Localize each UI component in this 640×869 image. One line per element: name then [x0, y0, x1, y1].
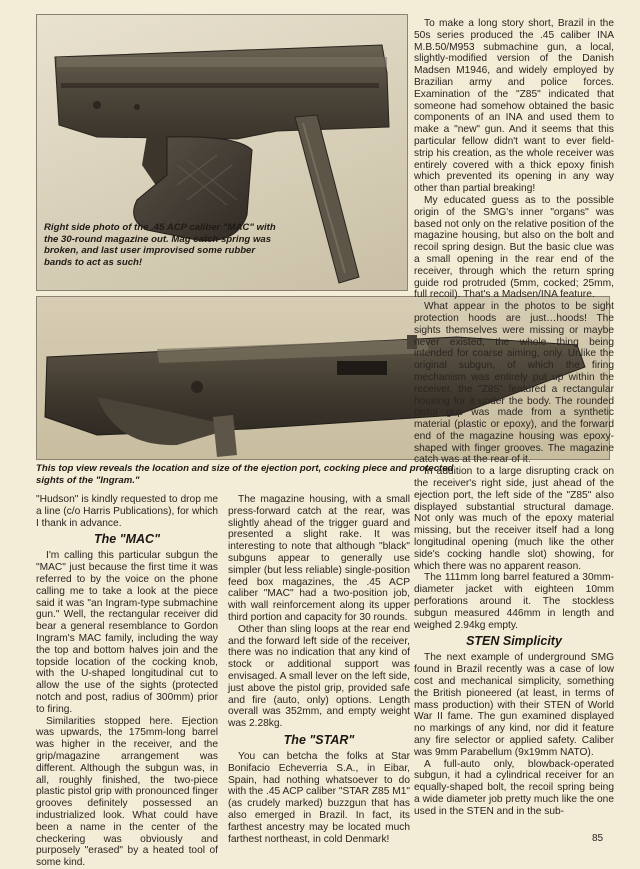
right-column [414, 18, 614, 818]
right-paragraph-4: In addition to a large disrupting crack on the receiver's right side, just ahead of the ejection port, the left side of the "Z85" also displayed substantial structural damage. Not only was much of the epoxy material missing, but the receiver itself had a long longitudinal opening (much like the other side's cocking handle slot) showing, for which there was no apparent reason. [414, 466, 614, 572]
left-paragraph-2: Similarities stopped here. Ejection was upwards, the 175mm-long barrel was higher in the receiver, and the grip/magazine arrangement was different. Although the subgun was, in all, roughly finished, the two-piece plastic pistol grip with pronounced finger grooves definitely possessed an industrialized look. What could have been a name in the center of the checkering was obviously and purposely "erased" by a heated tool of some kind. [36, 715, 218, 869]
middle-paragraph-2: Other than sling loops at the rear end and the forward left side of the receiver, there was no indication that any kind of stock or additional support was envisaged. A small lever on the left side, just above the pistol grip, provided safe and fire (auto, only) options. Length overall was 352mm, and empty weight was 2.28kg. [228, 623, 410, 730]
right-paragraph-1: To make a long story short, Brazil in the 50s series produced the .45 caliber INA M.B.50/M953 submachine gun, a local, slightly-modified version of the Danish Madsen M1946, and widely employed by Brazilian army and police forces. Examination of the "Z85" indicated that someone had somehow obtained the basic components of an INA and used them to make a "new" gun. And it seems that this particular fellow didn't want to ever field-strip his creation, as the whole receiver was entirely covered with a thick epoxy finish which prevented its opening in any way other than partial breaking! [414, 18, 614, 195]
heading-sten-simplicity: STEN Simplicity [466, 634, 562, 649]
right-paragraph-2: My educated guess as to the possible origin of the SMG's inner "organs" was based not only on the relative position of the magazine housing, but also on the bolt and recoil spring design. But the basic clue was a small opening in the rear end of the receiver, through which the return spring guide rod protruded (5mm, cocked; 25mm, full recoil). That's a Madsen/INA feature. [414, 194, 614, 301]
page-number: 85 [592, 833, 604, 844]
heading-the-mac: The "MAC" [93, 532, 160, 547]
right-paragraph-7: A full-auto only, blowback-operated subgun, it had a cylindrical receiver for an equally-shaped bolt, the recoil spring being a wide diameter job pretty much like the one used in the STEN and in the sub- [414, 758, 614, 817]
left-column [36, 494, 218, 869]
right-paragraph-5: The 111mm long barrel featured a 30mm-diameter jacket with eighteen 10mm perforations around it. The stockless subgun measured 446mm in length and weighed 2.94kg empty. [414, 572, 614, 631]
middle-column [228, 494, 410, 845]
right-paragraph-3: What appear in the photos to be sight protection hoods are just…hoods! The sights themselves were missing or maybe never existed, the whole thing being intended for coarse aiming, only. Unlike the original subgun, of which the firing mechanism was entirely put up within the receiver, the "Z85" featured a rectangular housing for it under the body. The rounded pistol grip was made from a synthetic material (plastic or epoxy), and the forward end of the magazine housing was epoxy-shaped with finger grooves. The magazine catch was at the rear of it. [414, 301, 614, 466]
left-intro: "Hudson" is kindly requested to drop me a line (c/o Harris Publications), for which I thank in advance. [36, 494, 218, 529]
left-paragraph-1: I'm calling this particular subgun the "MAC" just because the first time it was referred to by the voice on the phone calling me to take a look at the piece said it was "an Ingram-type submachine gun." Well, the rectangular receiver did bear a general resemblance to Gordon Ingram's MAC family, including the way the top and bottom halves join and the topside location of the cocking knob, with the U-shaped longitudinal cut to allow the use of the sights (protected notch and post, radius of 300mm) prior to firing. [36, 550, 218, 715]
photo2-caption: This top view reveals the location and size of the ejection port, cocking piece and protected sights of the "Ingram." [36, 463, 454, 486]
middle-paragraph-3: You can betcha the folks at Star Bonifacio Echeverria S.A., in Eibar, Spain, had nothing whatsoever to do with the .45 ACP caliber "STAR Z85 M1" (as crudely marked) buzzgun that has also emerged in Brazil. In fact, its farthest ancestry may be located much farthest northeast, in cold Denmark! [228, 750, 410, 845]
heading-the-star: The "STAR" [283, 732, 355, 747]
middle-paragraph-1: The magazine housing, with a small press-forward catch at the rear, was slightly ahead of the trigger guard and presented a slight rake. It was interesting to note that although "black" subguns appear to generally use simpler (but less reliable) single-position feed box magazines, the .45 ACP caliber "MAC" had a two-position job, with wall reinforcement along its upper third portion and capacity for 30 rounds. [228, 494, 410, 623]
photo1-caption: Right side photo of the .45 ACP caliber "MAC" with the 30-round magazine out. Mag catch spring was broken, and last user improvised some rubber bands to act as such! [44, 222, 276, 268]
right-paragraph-6: The next example of underground SMG found in Brazil recently was a case of low cost and mechanical simplicity, something the British pioneered (at least, in terms of mass production) with their STEN of World War II fame. The gun examined displayed no markings of any kind, nor did it feature any fire selector or applied safety. Caliber was 9mm Parabellum (9x19mm NATO). [414, 652, 614, 758]
